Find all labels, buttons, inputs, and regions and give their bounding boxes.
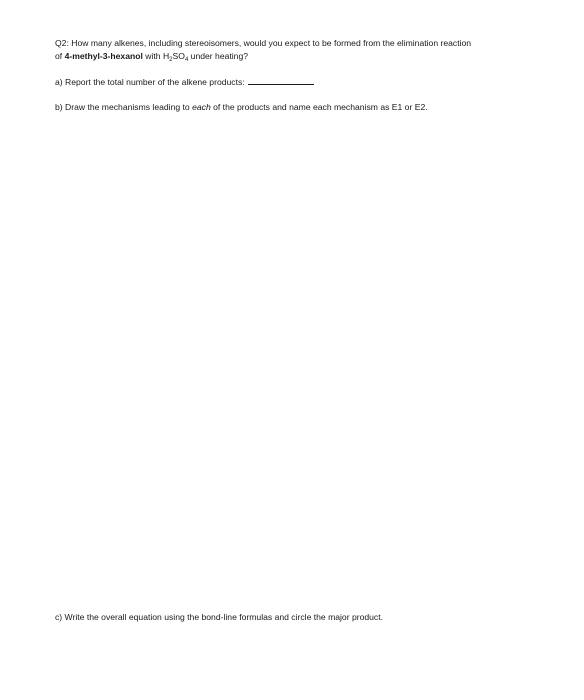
part-c (55, 612, 535, 623)
question-line-2 (55, 51, 535, 62)
part-b-prefix: b) Draw the mechanisms leading to (55, 102, 190, 112)
part-b (55, 102, 535, 113)
reagent-subscript-2: 2 (169, 57, 173, 64)
compound-name: 4-methyl-3-hexanol (64, 51, 143, 62)
question-number: Q2: (55, 38, 69, 48)
question-line-1: How many alkenes, including stereoisomers, would you expect to be formed from the elimination reaction (71, 38, 472, 48)
part-b-emphasis: each (192, 102, 211, 112)
reagent-prefix: with H (145, 51, 170, 62)
question-line-2-suffix: under heating? (190, 51, 249, 62)
part-a (55, 77, 535, 88)
part-a-label: a) Report the total number of the alkene products: (55, 77, 245, 87)
answer-blank-line[interactable] (248, 77, 314, 85)
reagent-so: SO (172, 51, 185, 62)
part-c-label: c) Write the overall equation using the bond-line formulas and circle the major product. (55, 612, 384, 622)
part-b-suffix: of the products and name each mechanism as E1 or E2. (213, 102, 428, 112)
question-text (55, 38, 535, 62)
reagent-subscript-4: 4 (184, 57, 189, 64)
question-line-2-prefix: of (55, 51, 63, 62)
